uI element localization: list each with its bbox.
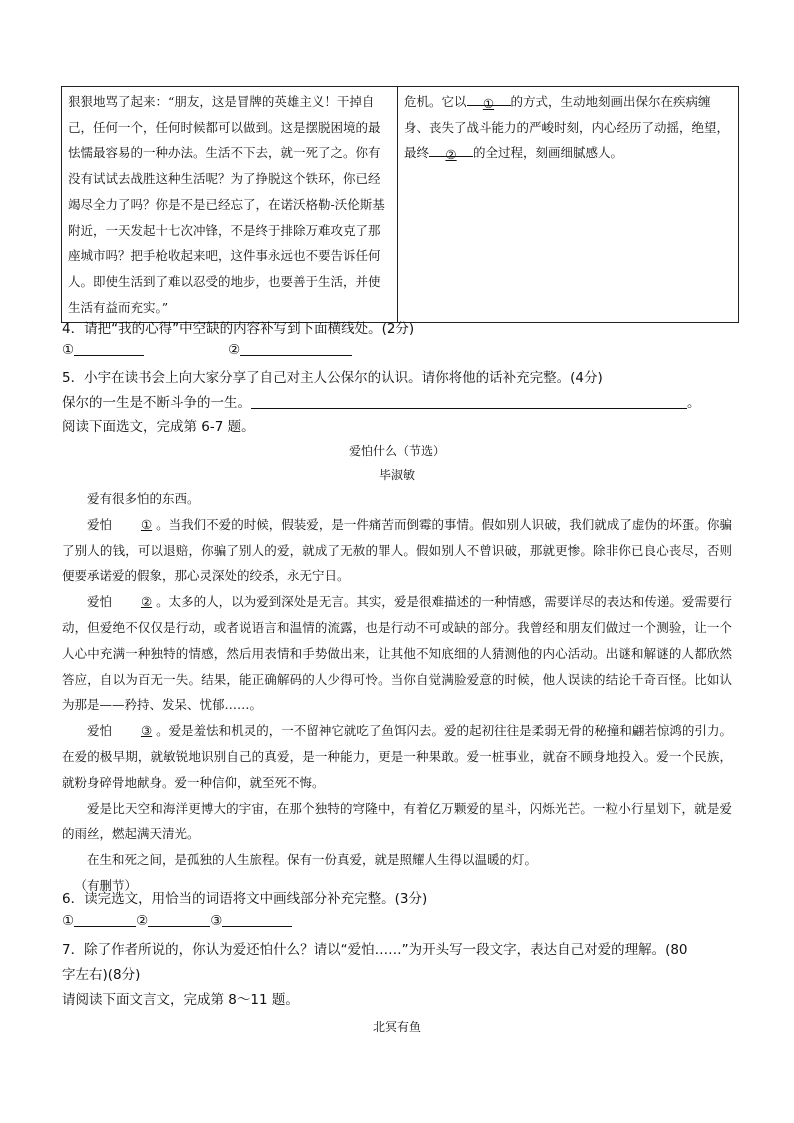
my-notes-cell: 危机。它以 ① 的方式，生动地刻画出保尔在疾病缠身、丧失了战斗能力的严峻时刻，内心经历了动摇，绝望，最终 ② 的全过程，刻画细腻感人。 (398, 87, 739, 323)
answer-6-3-line[interactable] (222, 912, 292, 927)
passage-paragraph: 爱有很多怕的东西。 (87, 491, 200, 506)
question-7-line-1: 7．除了作者所说的，你认为爱还怕什么？请以“爱怕……”为开头写一段文字，表达自己对爱的理解。(80 (62, 942, 688, 958)
reading-intro-8-11: 请阅读下面文言文，完成第 8～11 题。 (62, 992, 299, 1008)
passage-body (62, 486, 732, 899)
passage-paragraph: 爱怕 ② 。太多的人，以为爱到深处是无言。其实，爱是很难描述的一种情感，需要详尽的表达和传递。爱需要行动，但爱绝不仅仅是行动，或者说语言和温情的流露，也是行动不可或缺的部分。我曾经和朋友们做过一个测验，让一个人心中充满一种独特的情感，然后用表情和手势做出来，让其他不知底细的人猜测他的内心活动。出谜和解谜的人都欣然答应，自以为百无一失。结果，能正确解码的人少得可怜。当你自觉满脸爱意的时候，他人误读的结论千奇百怪。比如认为那是——矜持、发呆、忧郁……。 (62, 589, 732, 718)
underline-blank-3: ③ (140, 723, 153, 739)
passage-title: 爱怕什么（节选） (348, 444, 445, 458)
reading-intro-6-7: 阅读下面选文，完成第 6-7 题。 (62, 419, 255, 435)
abridged-note: （有删节） (74, 877, 138, 893)
next-passage-title: 北冥有鱼 (372, 1020, 421, 1034)
passage-paragraph: 爱怕 ① 。当我们不爱的时候，假装爱，是一件痛苦而倒霉的事情。假如别人识破，我们就成了虚伪的坏蛋。你骗了别人的钱，可以退赔，你骗了别人的爱，就成了无赦的罪人。假如别人不曾识破，那就更惨。除非你已良心丧尽，否则便要承诺爱的假象，那心灵深处的绞杀，永无宁日。 (62, 512, 732, 589)
answer-4-1-line[interactable] (74, 341, 144, 356)
quote-table (61, 86, 739, 323)
passage-paragraph: 爱是比天空和海洋更博大的宇宙，在那个独特的穹隆中，有着亿万颗爱的星斗，闪烁光芒。一粒小行星划下，就是爱的雨丝，燃起满天清光。 (62, 800, 732, 842)
question-4-answers: ① ② (62, 341, 352, 358)
notes-blank-1[interactable]: ① (467, 91, 511, 106)
answer-6-1-line[interactable] (74, 912, 136, 927)
question-4: 4．请把“我的心得”中空缺的内容补写到下面横线处。(2分) (62, 321, 415, 337)
answer-6-2-line[interactable] (148, 912, 210, 927)
underline-blank-1: ① (140, 516, 153, 532)
passage-paragraph: 爱怕 ③ 。爱是羞怯和机灵的，一不留神它就吃了鱼饵闪去。爱的起初往往是柔弱无骨的秘撞和翩若惊鸿的引力。在爱的极早期，就敏锐地识别自己的真爱，是一种能力，更是一种果敢。爱一桩事业，就奋不顾身地投入。爱一个民族，就粉身碎骨地献身。爱一种信仰，就至死不悔。 (62, 718, 732, 795)
answer-4-2-line[interactable] (240, 341, 352, 356)
question-6: 6．读完选文，用恰当的词语将文中画线部分补充完整。(3分) (62, 891, 428, 907)
underline-blank-2: ② (140, 594, 153, 610)
question-7-line-2: 字左右)(8分) (62, 967, 141, 983)
question-5: 5．小宇在读书会上向大家分享了自己对主人公保尔的认识。请你将他的话补充完整。(4分) (62, 370, 603, 386)
answer-5-line[interactable] (251, 394, 687, 409)
question-6-answers: ① ② ③ (62, 912, 292, 929)
question-5-answer: 保尔的一生是不断斗争的一生。 。 (62, 395, 701, 411)
passage-paragraph: 在生和死之间，是孤独的人生旅程。保有一份真爱，就是照耀人生得以温暖的灯。 (87, 852, 538, 868)
notes-blank-2[interactable]: ② (429, 142, 473, 157)
quote-cell (62, 87, 398, 323)
quote-text: 狠狠地骂了起来：“朋友，这是冒牌的英雄主义！干掉自己，任何一个，任何时候都可以做到。这是摆脱困境的最怯懦最容易的一种办法。生活不下去，就一死了之。你有没有试试去战胜这种生活呢？为了挣脱这个铁环，你已经竭尽全力了吗？你是不是已经忘了，在诺沃格勒-沃伦斯基附近，一天发起十七次冲锋，不是终于排除万难攻克了那座城市吗？把手枪收起来吧，这件事永远也不要告诉任何人。即使生活到了难以忍受的地步，也要善于生活，并使生活有益而充实。” (68, 94, 385, 315)
passage-author: 毕淑敏 (378, 468, 415, 482)
